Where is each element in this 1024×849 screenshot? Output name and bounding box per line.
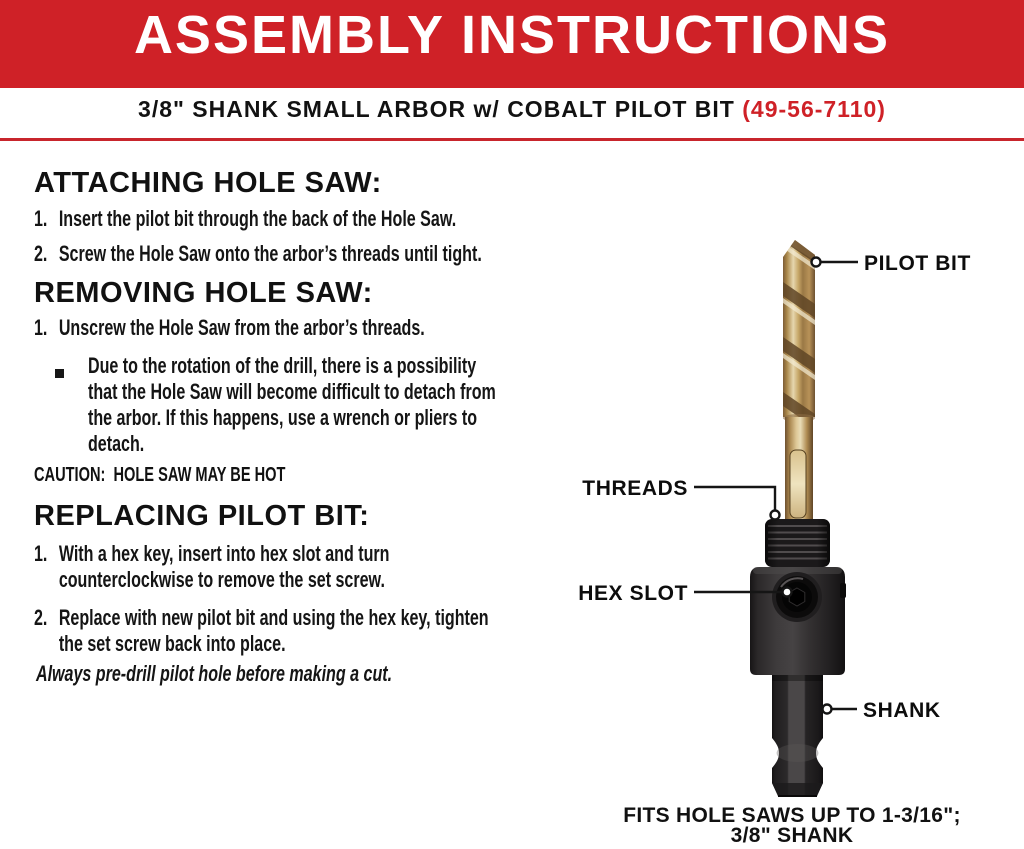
step-number: 2.	[34, 241, 48, 266]
pilot-bit-label: PILOT BIT	[864, 252, 971, 275]
figure-caption	[560, 806, 1024, 846]
threads-graphic	[765, 519, 830, 567]
removing-step-1	[34, 315, 425, 341]
step-text: Replace with new pilot bit and using the hex key, tighten the set screw back into place.	[58, 605, 489, 656]
step-text: Unscrew the Hole Saw from the arbor’s threads.	[58, 315, 425, 340]
callout-marker-icon	[812, 258, 821, 267]
caption-line-1: FITS HOLE SAWS UP TO 1-3/16";	[623, 804, 961, 827]
replacing-step-2	[34, 605, 511, 657]
callout-pilot-bit	[812, 252, 971, 275]
attaching-step-2	[34, 241, 482, 267]
attaching-step-1	[34, 206, 456, 232]
callout-marker-icon	[771, 511, 780, 520]
caution-text: CAUTION: HOLE SAW MAY BE HOT	[34, 464, 286, 486]
callout-marker-icon	[823, 705, 832, 714]
part-number: (49-56-7110)	[742, 96, 886, 122]
footnote-text: Always pre-drill pilot hole before making a cut.	[36, 661, 393, 686]
step-text: With a hex key, insert into hex slot and turn counterclockwise to remove the set screw.	[58, 541, 390, 592]
step-number: 1.	[34, 206, 48, 231]
page-title: ASSEMBLY INSTRUCTIONS	[133, 5, 891, 65]
step-number: 1.	[34, 541, 48, 566]
callout-threads	[582, 477, 779, 520]
hex-slot-graphic	[772, 572, 822, 622]
shank-graphic	[772, 675, 823, 796]
removing-note: Due to the rotation of the drill, there is a possibility that the Hole Saw will become difficult to detach from the arbor. If this happens, use a wrench or pliers to detach.	[88, 353, 496, 456]
step-text: Insert the pilot bit through the back of the Hole Saw.	[58, 206, 457, 231]
caption-line-2: 3/8" SHANK	[730, 824, 854, 847]
heading-replacing: REPLACING PILOT BIT:	[34, 500, 370, 532]
callout-marker-icon	[783, 588, 792, 597]
product-name: 3/8" SHANK SMALL ARBOR w/ COBALT PILOT BIT	[138, 96, 735, 122]
pilot-bit-graphic	[783, 227, 815, 519]
replacing-step-1	[34, 541, 468, 593]
step-number: 1.	[34, 315, 48, 340]
threads-label: THREADS	[582, 477, 688, 500]
square-bullet-icon	[55, 369, 64, 378]
callout-shank	[823, 699, 941, 722]
step-text: Screw the Hole Saw onto the arbor’s threads until tight.	[58, 241, 482, 266]
arbor-diagram	[560, 225, 1024, 805]
arbor-body-graphic	[750, 567, 846, 675]
step-number: 2.	[34, 605, 48, 630]
heading-removing: REMOVING HOLE SAW:	[34, 277, 373, 309]
hex-slot-label: HEX SLOT	[578, 582, 688, 605]
heading-attaching: ATTACHING HOLE SAW:	[34, 167, 382, 199]
shank-label: SHANK	[863, 699, 941, 722]
